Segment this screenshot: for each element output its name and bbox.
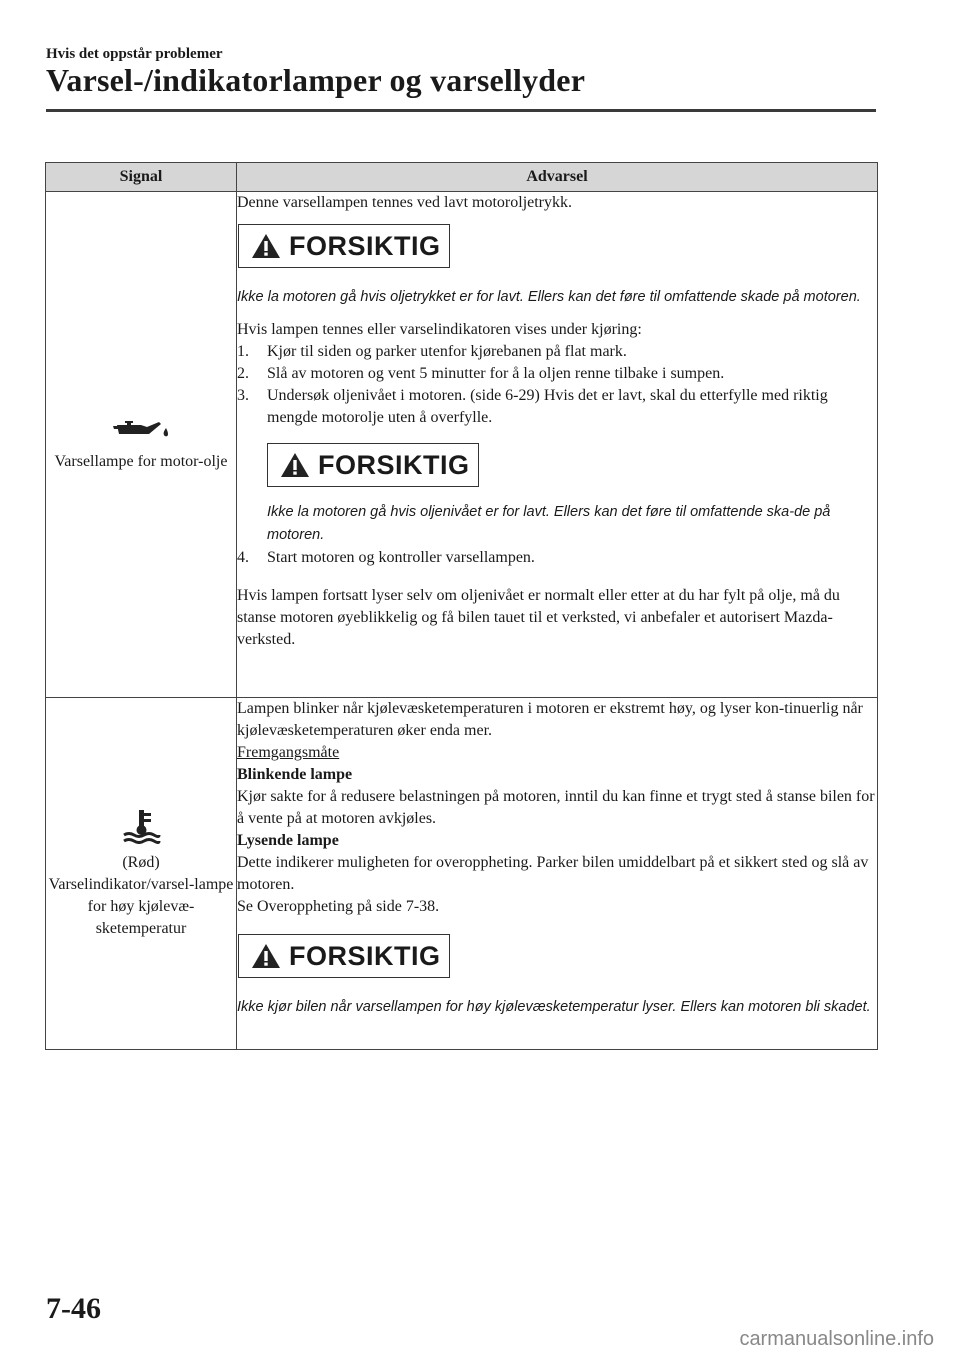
- list-item: 3. Undersøk oljenivået i motoren. (side 6-29) Hvis det er lavt, skal du etterfylle med riktig mengde motorolje uten å overfylle. FORSIKTIG Ikke la motoren gå hvis oljenivået er for lavt. Ellers kan det føre til omfattende ska-de på motoren.: [237, 385, 877, 547]
- steps-list: [237, 341, 877, 569]
- procedure-heading: Fremgangsmåte: [237, 744, 340, 761]
- warning-lamp-table: [45, 162, 878, 1050]
- outro-text: Hvis lampen fortsatt lyser selv om oljenivået er normalt eller etter at du har fylt på olje, må du stanse motoren øyeblikkelig og få bilen tauet til et verksted, vi anbefaler et autorisert Mazda-verksted.: [237, 587, 840, 648]
- section-heading: Hvis det oppstår problemer: [46, 46, 223, 62]
- page-title: Varsel-/indikatorlamper og varsellyder: [46, 62, 586, 98]
- table-row: [46, 698, 878, 1050]
- steady-text: Dette indikerer muligheten for overoppheting. Parker bilen umiddelbart på et sikkert sted og slå av motoren.: [237, 854, 869, 893]
- warning-cell: [237, 192, 878, 698]
- caution-label: FORSIKTIG: [318, 450, 470, 480]
- caution-text: Ikke la motoren gå hvis oljetrykket er for lavt. Ellers kan det føre til omfattende skade på motoren.: [237, 289, 861, 305]
- list-item: 1. Kjør til siden og parker utenfor kjørebanen på flat mark.: [237, 343, 627, 360]
- caution-label: FORSIKTIG: [289, 941, 441, 971]
- watermark: carmanualsonline.info: [739, 1328, 934, 1350]
- title-divider: [46, 109, 876, 112]
- signal-color: (Rød): [122, 853, 160, 871]
- signal-cell: [46, 192, 237, 698]
- caution-box: [267, 443, 479, 487]
- intro-text: Lampen blinker når kjølevæsketemperaturen i motoren er ekstremt høy, og lyser kon-tinuerlig når kjølevæsketemperaturen øker enda mer.: [237, 700, 863, 739]
- see-reference: Se Overoppheting på side 7-38.: [237, 898, 440, 915]
- coolant-temperature-icon: [121, 808, 161, 844]
- caution-box: [238, 934, 450, 978]
- page-number: 7-46: [46, 1292, 101, 1325]
- steady-heading: Lysende lampe: [237, 832, 339, 849]
- signal-label: Varsellampe for motor-olje: [54, 452, 228, 470]
- warning-triangle-icon: [280, 452, 310, 478]
- warning-cell: [237, 698, 878, 1050]
- signal-cell: [46, 698, 237, 1050]
- table-row: [46, 192, 878, 698]
- caution-box: [238, 224, 450, 268]
- column-header-warning: Advarsel: [237, 163, 878, 192]
- steps-intro: Hvis lampen tennes eller varselindikatoren vises under kjøring:: [237, 321, 642, 338]
- column-header-signal: Signal: [46, 163, 237, 192]
- table-header-row: [46, 163, 878, 192]
- caution-text: Ikke la motoren gå hvis oljenivået er for lavt. Ellers kan det føre til omfattende ska-de på motoren.: [267, 504, 831, 543]
- blink-heading: Blinkende lampe: [237, 766, 353, 783]
- warning-triangle-icon: [251, 233, 281, 259]
- blink-text: Kjør sakte for å redusere belastningen på motoren, inntil du kan finne et trygt sted å stanse bilen for å vente på at motoren avkjøles.: [237, 788, 875, 827]
- oil-can-icon: [111, 417, 171, 443]
- warning-triangle-icon: [251, 943, 281, 969]
- caution-label: FORSIKTIG: [289, 231, 441, 261]
- list-item: 2. Slå av motoren og vent 5 minutter for å la oljen renne tilbake i sumpen.: [237, 365, 725, 382]
- list-item: 4. Start motoren og kontroller varsellampen.: [237, 549, 535, 566]
- intro-text: Denne varsellampen tennes ved lavt motoroljetrykk.: [237, 194, 573, 211]
- caution-text: Ikke kjør bilen når varsellampen for høy kjølevæsketemperatur lyser. Ellers kan motoren bli skadet.: [237, 999, 871, 1015]
- signal-label: Varselindikator/varsel-lampe for høy kjølevæ-sketemperatur: [48, 875, 234, 937]
